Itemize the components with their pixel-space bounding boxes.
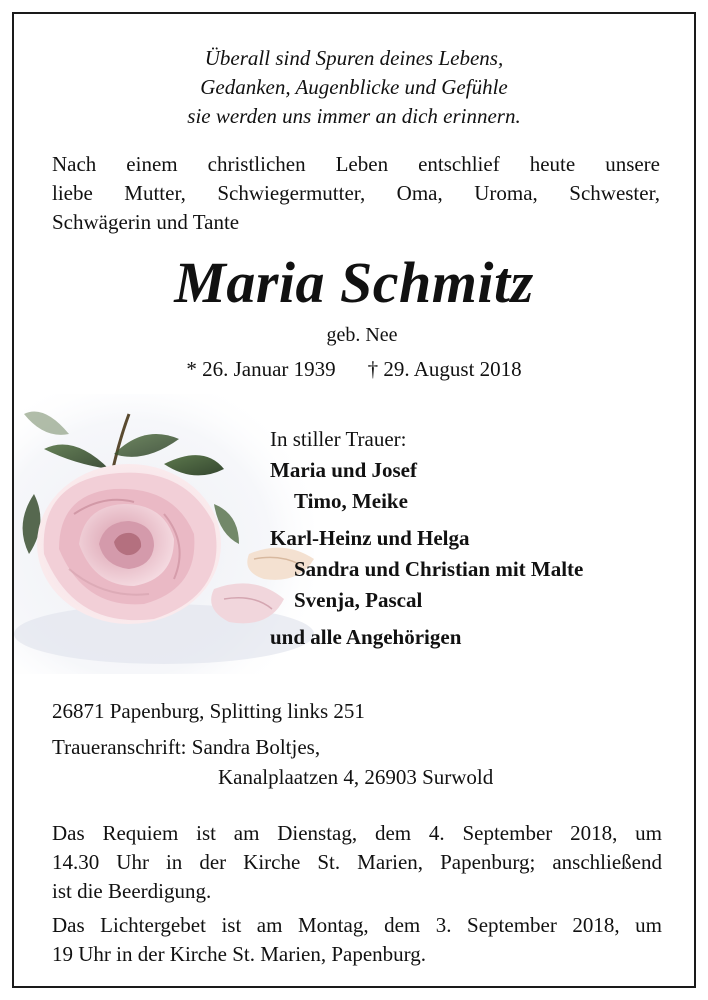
mourner-children: Svenja, Pascal xyxy=(294,588,423,612)
deceased-name: Maria Schmitz xyxy=(174,250,534,315)
mourner-group: Maria und Josef xyxy=(270,458,417,482)
requiem-paragraph xyxy=(52,819,662,906)
mourning-address-label: Traueranschrift: xyxy=(52,735,187,759)
address-block xyxy=(52,696,493,792)
poem-line: sie werden uns immer an dich erinnern. xyxy=(187,104,521,128)
mourner-children: Sandra und Christian mit Malte xyxy=(294,557,584,581)
intro-line: Schwägerin und Tante xyxy=(52,210,240,234)
requiem-line: ist die Beerdigung. xyxy=(52,879,212,903)
obituary-frame xyxy=(12,12,696,988)
poem-line: Gedanken, Augenblicke und Gefühle xyxy=(200,75,508,99)
poem-line: Überall sind Spuren deines Lebens, xyxy=(204,46,504,70)
home-address: 26871 Papenburg, Splitting links 251 xyxy=(52,699,365,723)
pink-rose-image xyxy=(14,394,314,674)
requiem-line: 14.30 Uhr in der Kirche St. Marien, Papenburg; anschließend xyxy=(52,850,662,874)
requiem-line: Das Requiem ist am Dienstag, dem 4. September 2018, um xyxy=(52,821,662,845)
prayer-line: 19 Uhr in der Kirche St. Marien, Papenburg. xyxy=(52,942,427,966)
mourner-children: Timo, Meike xyxy=(294,489,408,513)
maiden-name: geb. Nee xyxy=(326,324,398,346)
mourning-label: In stiller Trauer: xyxy=(270,427,407,451)
poem-verse xyxy=(14,44,694,131)
intro-line: Nach einem christlichen Leben entschlief heute unsere xyxy=(52,152,660,176)
mourner-closing: und alle Angehörigen xyxy=(270,625,462,649)
mourner-group: Karl-Heinz und Helga xyxy=(270,526,470,550)
intro-line: liebe Mutter, Schwiegermutter, Oma, Uroma, Schwester, xyxy=(52,181,660,205)
life-dates xyxy=(14,355,694,383)
prayer-paragraph xyxy=(52,911,662,969)
mourning-address-name: Sandra Boltjes, xyxy=(191,735,321,759)
mourners-list xyxy=(270,424,583,653)
birth-date: * 26. Januar 1939 xyxy=(186,357,336,381)
death-date: † 29. August 2018 xyxy=(367,357,522,381)
mourning-address-street: Kanalplaatzen 4, 26903 Surwold xyxy=(218,765,494,789)
mourning-address xyxy=(52,732,493,762)
intro-text xyxy=(52,150,660,237)
service-info xyxy=(52,819,662,969)
prayer-line: Das Lichtergebet ist am Montag, dem 3. September 2018, um xyxy=(52,913,662,937)
